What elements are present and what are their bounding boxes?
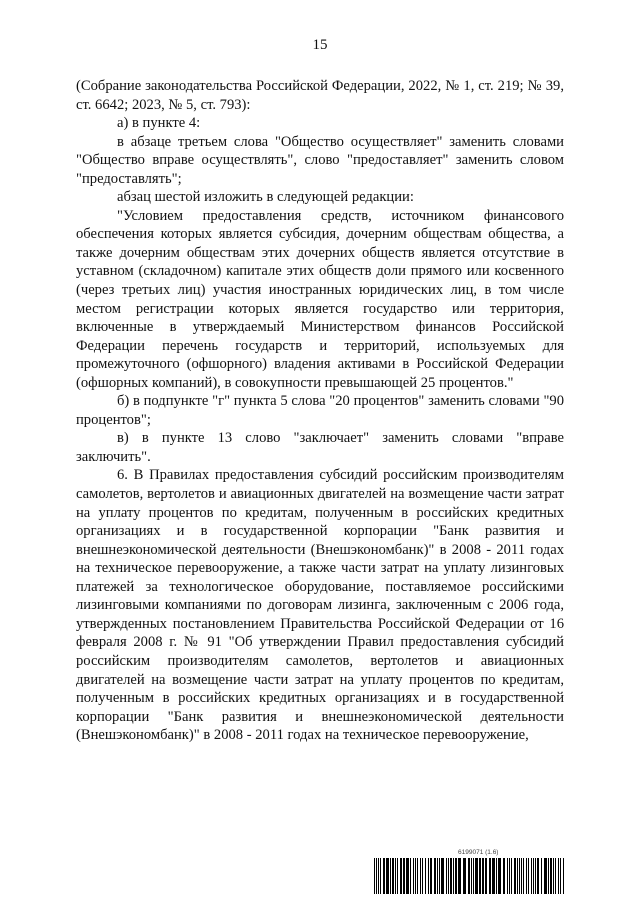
barcode-bar [503,858,505,894]
barcode-bar [386,858,389,894]
paragraph-point-6: 6. В Правилах предоставления субсидий российским производителям самолетов, вертолетов и авиационных двигателей на возмещение части затрат на уплату процентов по кредитам, полученным в российских кредитных организациях и в государственной корпорации "Банк развития и внешнеэкономической деятельности (Внешэкономбанк)" в 2008 - 2011 годах на техническое перевооружение, а также части затрат на уплату лизинговых платежей за технологическое оборудование, поставляемое российскими лизинговыми компаниями по договорам лизинга, заключенным с 2006 года, утвержденных постановлением Правительства Российской Федерации от 16 февраля 2008 г. № 91 "Об утверждении Правил предоставления субсидий российским производителям самолетов, вертолетов и авиационных двигателей на возмещение части затрат на уплату процентов по кредитам, полученным в российских кредитных организациях и в государственной корпорации "Банк развития и внешнеэкономической деятельности (Внешэкономбанк)" в 2008 - 2011 годах на техническое перевооружение, [76,467,564,744]
barcode-bar [523,858,524,894]
barcode-bar [528,858,529,894]
barcode-bar [458,858,461,894]
barcode-bar [526,858,527,894]
document-code: 6199071 (1.6) [458,849,499,856]
barcode-bar [413,858,414,894]
barcode-bar [492,858,495,894]
barcode-bar [553,858,554,894]
barcode-bar [463,858,466,894]
barcode-bar [376,858,377,894]
barcode-bar [498,858,501,894]
barcode-bar [550,858,552,894]
barcode-bar [555,858,556,894]
barcode-bar [531,858,532,894]
barcode-bar [496,858,497,894]
barcode-bar [441,858,444,894]
paragraph-source-citation: (Собрание законодательства Российской Федерации, 2022, № 1, ст. 219; № 39, ст. 6642; 2023, № 5, ст. 793): [76,78,564,113]
barcode-bar [471,858,472,894]
barcode-bar [514,858,516,894]
paragraph-item-v: в) в пункте 13 слово "заключает" заменить словами "вправе заключить". [76,430,564,465]
barcode-bar [448,858,449,894]
barcode-bar [378,858,379,894]
barcode-bar [558,858,559,894]
paragraph-item-b: б) в подпункте "г" пункта 5 слова "20 процентов" заменить словами "90 процентов"; [76,393,564,428]
barcode-bar [455,858,457,894]
barcode-bar [548,858,549,894]
barcode-bar [425,858,426,894]
barcode-bar [428,858,429,894]
barcode-bar [541,858,542,894]
barcode-bar [519,858,520,894]
barcode-bar [535,858,536,894]
barcode-bar [397,858,398,894]
barcode-bar [422,858,423,894]
barcode [374,858,566,894]
barcode-bar [473,858,474,894]
barcode-bar [374,858,375,894]
barcode-bar [489,858,491,894]
barcode-bar [521,858,522,894]
barcode-bar [400,858,402,894]
barcode-bar [509,858,510,894]
paragraph-item-a: а) в пункте 4: [117,115,201,132]
barcode-bar [417,858,418,894]
barcode-bar [439,858,440,894]
barcode-bar [415,858,416,894]
barcode-bar [517,858,518,894]
barcode-bar [475,858,478,894]
barcode-bar [563,858,564,894]
page-number: 15 [312,37,328,53]
barcode-bar [450,858,452,894]
barcode-bar [392,858,394,894]
paragraph-amendment-abzac-3: в абзаце третьем слова "Общество осуществляет" заменить словами "Общество вправе осуществлять", слово "предоставляет" заменить словом "предоставлять"; [76,133,564,187]
barcode-bar [544,858,547,894]
barcode-bar [380,858,381,894]
barcode-bar [479,858,481,894]
barcode-bar [395,858,396,894]
barcode-bar [485,858,487,894]
paragraph-abzac-6-intro: абзац шестой изложить в следующей редакции: [117,189,414,206]
barcode-bar [468,858,470,894]
barcode-bar [430,858,432,894]
barcode-bar [403,858,405,894]
barcode-bar [533,858,534,894]
barcode-bar [420,858,421,894]
barcode-bar [383,858,385,894]
paragraph-new-wording: "Условием предоставления средств, источником финансового обеспечения которых является субсидия, дочерним обществам общества, а также дочерним обществам этих дочерних обществ является отсутствие в уставном (складочном) капитале этих обществ доли прямого или косвенного (через третьих лиц) участия иностранных юридических лиц, в том числе местом регистрации которых является государство или территория, включенные в утверждаемый Министерством финансов Российской Федерации перечень государств и территорий, используемых для промежуточного (офшорного) владения активами в Российской Федерации (офшорных компаний), в совокупности превышающей 25 процентов." [76,207,564,391]
barcode-bar [390,858,391,894]
barcode-bar [537,858,539,894]
barcode-bar [437,858,438,894]
barcode-bar [410,858,411,894]
barcode-bar [406,858,409,894]
barcode-bar [560,858,561,894]
barcode-bar [482,858,484,894]
barcode-bar [446,858,447,894]
barcode-bar [507,858,508,894]
document-body [76,77,564,745]
barcode-bar [511,858,512,894]
barcode-bar [434,858,436,894]
barcode-bar [453,858,454,894]
